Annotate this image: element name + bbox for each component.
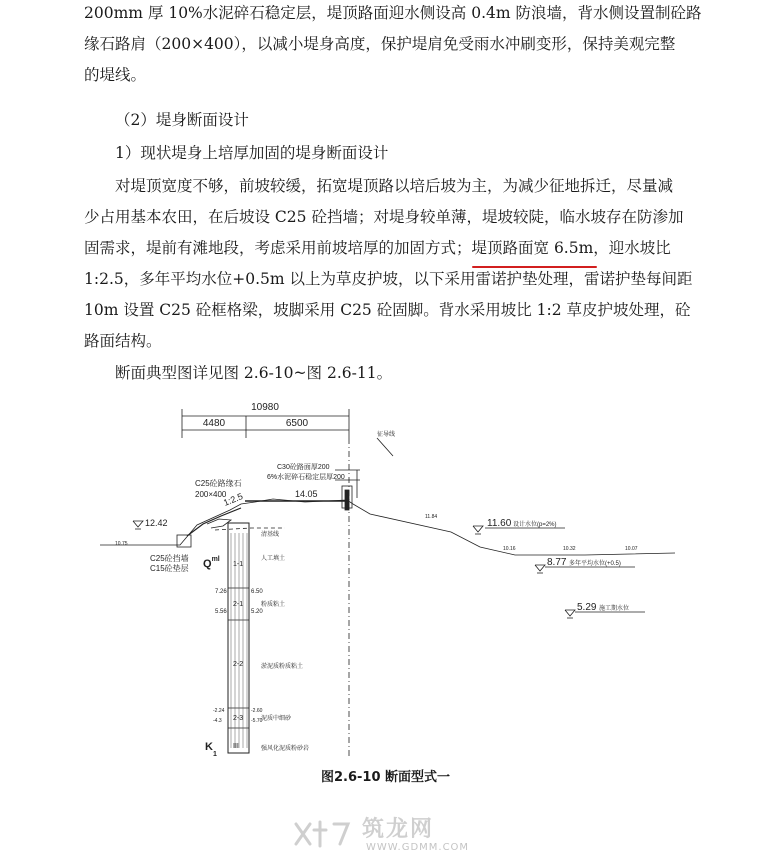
- average-level-note: 多年平均水位(+0.5): [569, 561, 621, 567]
- wall-elevation-label: 12.42: [145, 518, 168, 528]
- crest-wall-core: [345, 490, 349, 510]
- fill-layer-label: 人工填土: [261, 556, 286, 562]
- toe-label-1: C25砼挡墙: [150, 554, 189, 563]
- pavement-label-2: 6%水泥碎石稳定层厚200: [267, 474, 345, 481]
- ground-elevation: 10.07: [625, 546, 638, 552]
- water-level-marker: [473, 526, 483, 532]
- dim-total-label: 10980: [251, 402, 279, 413]
- paragraph-intro: [84, 0, 702, 91]
- text-line: 路面结构。: [84, 332, 162, 350]
- ground-profile: [100, 499, 675, 555]
- average-level-label: 8.77: [547, 557, 567, 568]
- flood-level-note: 设计水位(p=2%): [513, 522, 557, 528]
- layer-2-1: 2-1: [233, 601, 244, 608]
- depth-label: 5.56: [215, 609, 227, 615]
- dim-left-label: 4480: [202, 418, 226, 429]
- text-line: 少占用基本农田，在后坡设 C25 砼挡墙；对堤身较单薄，堤坡较陡，临水坡存在防渗加: [84, 208, 684, 226]
- text-segment: ，迎水坡比: [593, 239, 671, 257]
- ground-elevation: 10.16: [503, 546, 516, 552]
- figure-caption: 图2.6-10 断面型式一: [320, 770, 451, 785]
- centerline-label: 征导线: [377, 432, 396, 438]
- watermark-brand: 筑龙网: [362, 817, 435, 842]
- water-level-marker: [133, 521, 143, 527]
- heading-section-2: [84, 105, 696, 136]
- heading-text: （2）堤身断面设计: [115, 111, 249, 129]
- low-level-note: 施工期水位: [599, 606, 630, 612]
- geo-unit-k1: [205, 741, 217, 758]
- depth-label: -2.60: [251, 708, 263, 714]
- toe-label-2: C15砼垫层: [150, 564, 189, 573]
- geo-unit-q: Q: [203, 558, 212, 570]
- text-segment: 固需求，堤前有滩地段，考虑采用前坡培厚的加固方式；: [84, 239, 472, 257]
- text-line: 的堤线。: [84, 66, 147, 84]
- watermark-url: WWW.GDMM.COM: [366, 842, 470, 853]
- geo-unit-1: 1: [212, 751, 217, 758]
- ground-elevation: 10.32: [563, 546, 576, 552]
- text-line: [84, 233, 696, 264]
- dim-right-label: 6500: [285, 418, 309, 429]
- soil-label: 粉质粘土: [261, 602, 286, 608]
- text-line: 缘石路肩（200×400），以减小堤身高度，保护堤肩免受雨水冲刷变形，保持美观完整: [84, 35, 676, 53]
- layer-3: III: [233, 743, 239, 750]
- depth-label: -2.24: [213, 708, 225, 714]
- geo-unit-qml: [203, 556, 220, 570]
- slope-protection: [187, 508, 241, 536]
- text-line: 1:2.5，多年平均水位+0.5m 以上为草皮护坡，以下采用雷诺护垫处理，雷诺护垫每间距: [84, 270, 693, 288]
- highlighted-text: 堤顶路面宽 6.5m: [472, 233, 594, 264]
- paragraph-reference: [84, 358, 696, 389]
- depth-label: 5.20: [251, 609, 263, 615]
- layer-1-1: 1-1: [233, 561, 244, 568]
- depth-label: 6.50: [251, 589, 263, 595]
- soil-label: 淤泥质粉质粘土: [261, 664, 304, 670]
- stripping-line: [215, 528, 285, 530]
- leader-line: [377, 438, 393, 456]
- heading-text: 1）现状堤身上培厚加固的堤身断面设计: [115, 144, 389, 162]
- text-line: 10m 设置 C25 砼框格梁，坡脚采用 C25 砼固脚。背水采用坡比 1:2 草皮护坡处理，砼: [84, 301, 691, 319]
- text-line: 断面典型图详见图 2.6-10~图 2.6-11。: [115, 364, 393, 382]
- layer-2-2: 2-2: [233, 661, 244, 668]
- text-line: 200mm 厚 10%水泥碎石稳定层，堤顶路面迎水侧设高 0.4m 防浪墙，背水侧设置制砼路: [84, 4, 702, 22]
- ground-elevation-left: 10.75: [115, 541, 128, 547]
- cross-section-figure: [95, 398, 695, 768]
- depth-label: 7.26: [215, 589, 227, 595]
- curb-label-2: 200×400: [195, 490, 227, 499]
- depth-label: -4.3: [213, 718, 222, 724]
- soil-label: 泥质中细砂: [261, 716, 292, 722]
- slope-ratio-label: 1:2.5: [222, 491, 245, 508]
- pavement-label-1: C30砼路面厚200: [277, 464, 330, 471]
- watermark: [290, 812, 490, 856]
- ground-elevation: 11.84: [425, 514, 438, 520]
- flood-level-label: 11.60: [487, 518, 512, 529]
- soil-label: 强风化泥质粉砂岩: [261, 746, 310, 752]
- crest-elevation-label: 14.05: [295, 489, 318, 499]
- geo-unit-k: K: [205, 741, 213, 753]
- geo-unit-ml: ml: [211, 556, 220, 563]
- heading-subsection-1: [84, 138, 696, 169]
- water-level-marker: [535, 565, 545, 571]
- stripping-line-label: 清基线: [261, 532, 280, 538]
- depth-label: -5.70: [251, 718, 263, 724]
- paragraph-design: [84, 171, 696, 357]
- layer-2-3: 2-3: [233, 715, 244, 722]
- text-line: 对堤顶宽度不够，前坡较缓，拓宽堤顶路以培后坡为主，为减少征地拆迁，尽量减: [115, 177, 674, 195]
- water-level-marker: [565, 610, 575, 616]
- watermark-logo-icon: [290, 816, 354, 852]
- curb-label-1: C25砼路缘石: [195, 479, 242, 488]
- low-level-label: 5.29: [577, 602, 597, 613]
